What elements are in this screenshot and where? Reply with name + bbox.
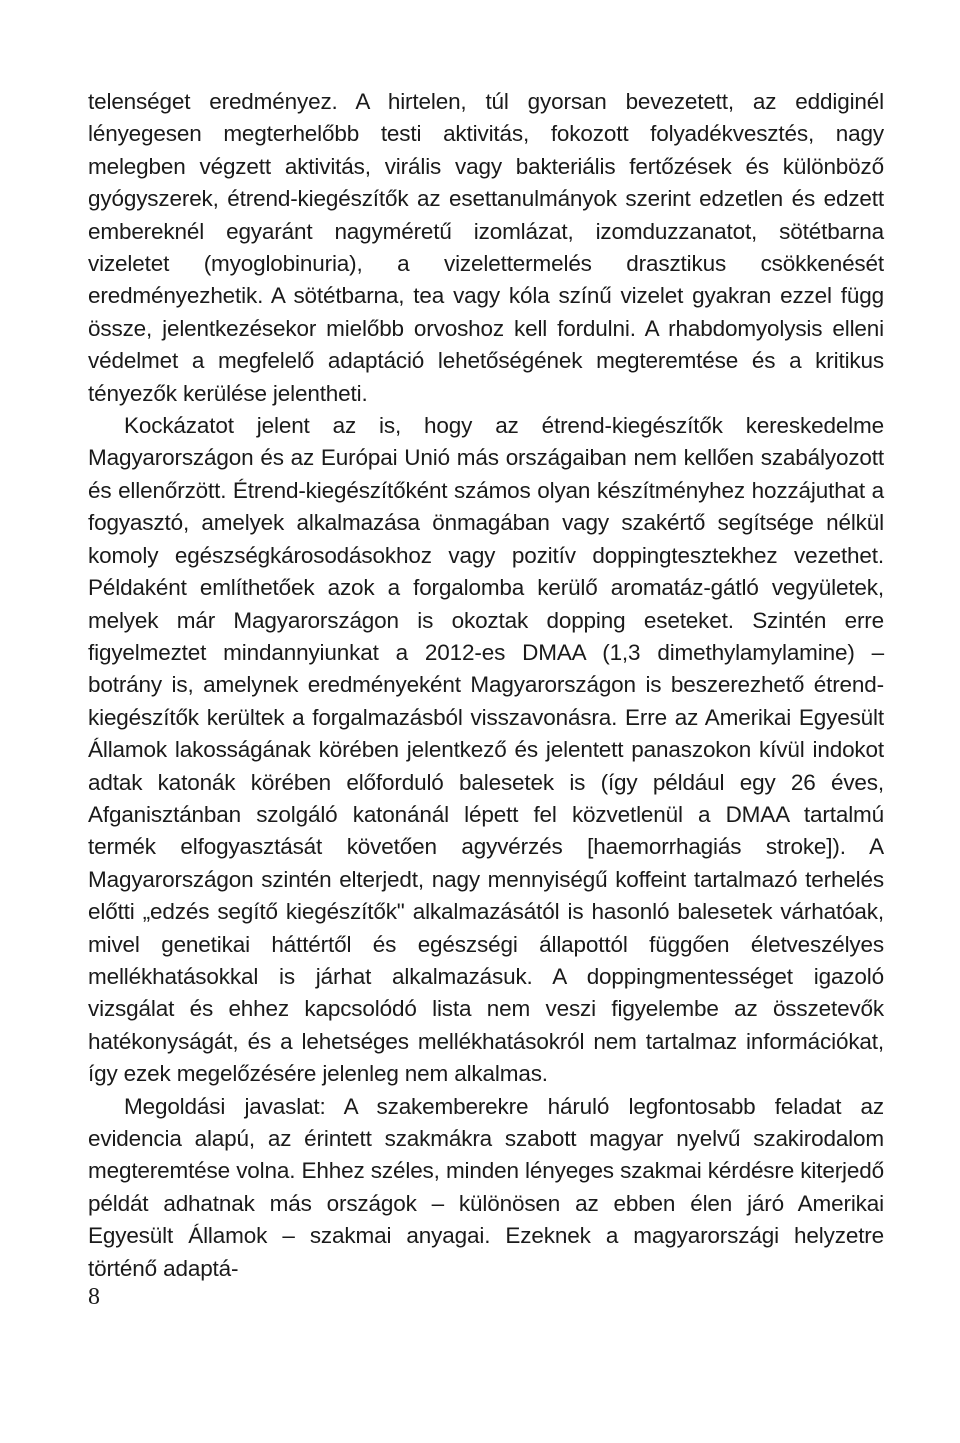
paragraph-supplement-risk: Kockázatot jelent az is, hogy az étrend-kiegészítők kereskedelme Magyarországon és az Európai Unió más országaiban nem kellően szabályozott és ellenőrzött. Étrend-kiegészítőként számos olyan készítményhez hozzájuthat a fogyasztó, amelyek alkalmazása önmagában vagy szakértő segítsége nélkül komoly egészségkárosodásokhoz vagy pozitív doppingtesztekhez vezethet. Példaként említhetőek azok a forgalomba kerülő aromatáz-gátló vegyületek, melyek már Magyarországon is okoztak dopping eseteket. Szintén erre figyelmeztet mindannyiunkat a 2012-es DMAA (1,3 dimethylamylamine) – botrány is, amelynek eredményeként Magyarországon is beszerezhető étrend-kiegészítők kerültek a forgalmazásból visszavonásra. Erre az Amerikai Egyesült Államok lakosságának körében jelentkező és jelentett panaszokon kívül indokot adtak katonák körében előforduló balesetek is (így például egy 26 éves, Afganisztánban szolgáló katonánál lépett fel közvetlenül a DMAA tartalmú termék elfogyasztását követően agyvérzés [haemorrhagiás stroke]). A Magyarországon szintén elterjedt, nagy mennyiségű koffeint tartalmazó terhelés előtti „edzés segítő kiegészítők" alkalmazásától is hasonló balesetek várhatóak, mivel genetikai háttértől és egészségi állapottól függően életveszélyes mellékhatásokkal is járhat alkalmazásuk. A doppingmentességet igazoló vizsgálat és ehhez kapcsolódó lista nem veszi figyelembe az összetevők hatékonyságát, és a lehetséges mellékhatásokról nem tartalmaz információkat, így ezek megelőzésére jelenleg nem alkalmas. <box>88 413 884 1087</box>
page-number: 8 <box>88 1284 100 1310</box>
paragraph-continuation: telenséget eredményez. A hirtelen, túl gyorsan bevezetett, az eddiginél lényegesen megterhelőbb testi aktivitás, fokozott folyadékvesztés, nagy melegben végzett aktivitás, virális vagy bakteriális fertőzések és különböző gyógyszerek, étrend-kiegészítők az esettanulmányok szerint edzetlen és edzett embereknél egyaránt nagyméretű izomlázat, izomduzzanatot, sötétbarna vizeletet (myoglobinuria), a vizelettermelés drasztikus csökkenését eredményezhetik. A sötétbarna, tea vagy kóla színű vizelet gyakran ezzel függ össze, jelentkezésekor mielőbb orvoshoz kell fordulni. A rhabdomyolysis elleni védelmet a megfelelő adaptáció lehetőségének megteremtése és a kritikus tényezők kerülése jelentheti. <box>88 89 884 406</box>
paragraph-solution-proposal: Megoldási javaslat: A szakemberekre háruló legfontosabb feladat az evidencia alapú, az érintett szakmákra szabott magyar nyelvű szakirodalom megteremtése volna. Ehhez széles, minden lényeges szakmai kérdésre kiterjedő példát adhatnak más országok – különösen az ebben élen járó Amerikai Egyesült Államok – szakmai anyagai. Ezeknek a magyarországi helyzetre történő adaptá- <box>88 1093 884 1281</box>
body-text <box>88 86 884 1285</box>
